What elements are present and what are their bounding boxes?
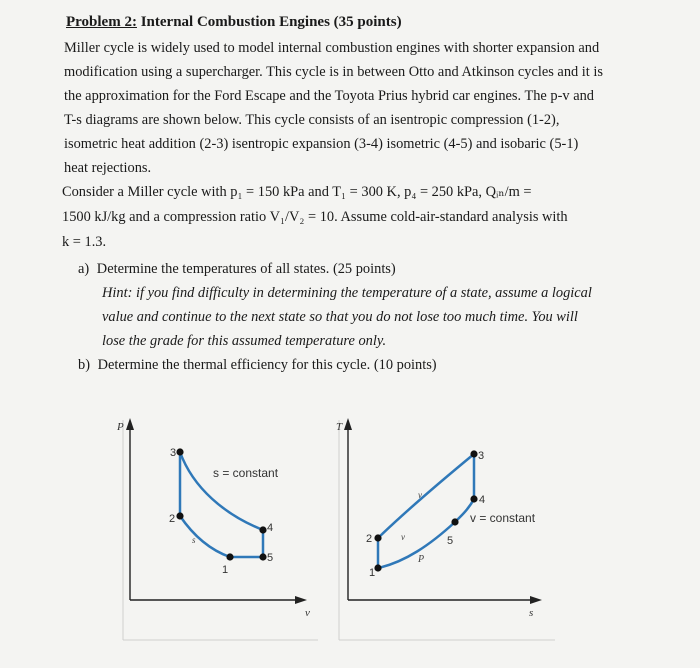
pv-compression-curve [180,516,230,557]
pv-state-2-dot [176,512,183,519]
hint-line-2: value and continue to the next state so that you do not lose too much time. You will [102,309,578,325]
ts-state-4-label: 4 [479,494,486,506]
ts-diagram [336,418,555,640]
part-b-label: b) [78,357,90,373]
ts-state-5-label: 5 [447,535,454,547]
intro-line-5: isometric heat addition (2-3) isentropic expansion (3-4) isometric (4-5) and isobaric (5-1) [64,136,579,152]
given-line-1: Consider a Miller cycle with p₁ = 150 kPa and T₁ = 300 K, p₄ = 250 kPa, Qᵢₙ/m = [62,184,532,200]
given-line-2: 1500 kJ/kg and a compression ratio V₁/V₂ = 10. Assume cold-air-standard analysis with [62,209,568,225]
ts-heat-addition [378,454,474,538]
ts-v-curve-label-2: v [401,532,405,542]
ts-state-1-label: 1 [369,567,376,579]
ts-state-5-dot [451,518,458,525]
pv-state-4-label: 4 [267,522,274,534]
pv-diagram [116,418,318,640]
hint-line-1: Hint: if you find difficulty in determining the temperature of a state, assume a logical [102,285,592,301]
ts-v-constant-label: v = constant [470,511,536,525]
problem-number: Problem 2: [66,14,137,30]
ts-state-2-dot [374,534,381,541]
part-a-text: Determine the temperatures of all states. (25 points) [96,261,396,277]
intro-line-2: modification using a supercharger. This cycle is in between Otto and Atkinson cycles and it is [64,64,604,80]
ts-x-arrow-icon [530,596,542,604]
hint-line-3: lose the grade for this assumed temperature only. [102,333,387,349]
pv-s-constant-label: s = constant [213,466,279,480]
pv-state-1-dot [226,553,233,560]
intro-line-6: heat rejections. [64,160,152,176]
ts-isobaric-rejection [378,522,455,568]
ts-state-1-dot [374,564,381,571]
given-line-3: k = 1.3. [62,234,107,250]
intro-line-3: the approximation for the Ford Escape and the Toyota Prius hybrid car engines. The p-v and [64,88,594,104]
pv-state-5-label: 5 [267,552,274,564]
intro-line-1: Miller cycle is widely used to model internal combustion engines with shorter expansion and [64,40,600,56]
ts-x-label: s [529,607,534,619]
part-a-label: a) [78,261,90,277]
problem-heading: Internal Combustion Engines (35 points) [136,14,402,30]
ts-state-2-label: 2 [366,533,373,545]
pv-s-curve-label: s [192,535,196,545]
pv-x-arrow-icon [295,596,307,604]
ts-state-4-dot [470,495,477,502]
pv-state-3-dot [176,448,183,455]
pv-state-5-dot [259,553,266,560]
pv-state-4-dot [259,526,266,533]
ts-y-label: T [336,421,343,433]
pv-y-label: P [117,421,124,433]
ts-p-curve-label: P [418,554,425,565]
part-b-text: Determine the thermal efficiency for this cycle. (10 points) [97,357,437,373]
pv-expansion-curve [180,452,263,530]
ts-state-3-label: 3 [478,450,485,462]
pv-state-2-label: 2 [169,513,176,525]
pv-state-1-label: 1 [222,564,229,576]
pv-x-label: v [305,607,310,619]
ts-v-curve-label: v [418,490,422,500]
ts-state-3-dot [470,450,477,457]
ts-y-arrow-icon [344,418,352,430]
intro-line-4: T-s diagrams are shown below. This cycle consists of an isentropic compression (1-2), [64,112,560,128]
pv-y-arrow-icon [126,418,134,430]
pv-state-3-label: 3 [170,447,177,459]
